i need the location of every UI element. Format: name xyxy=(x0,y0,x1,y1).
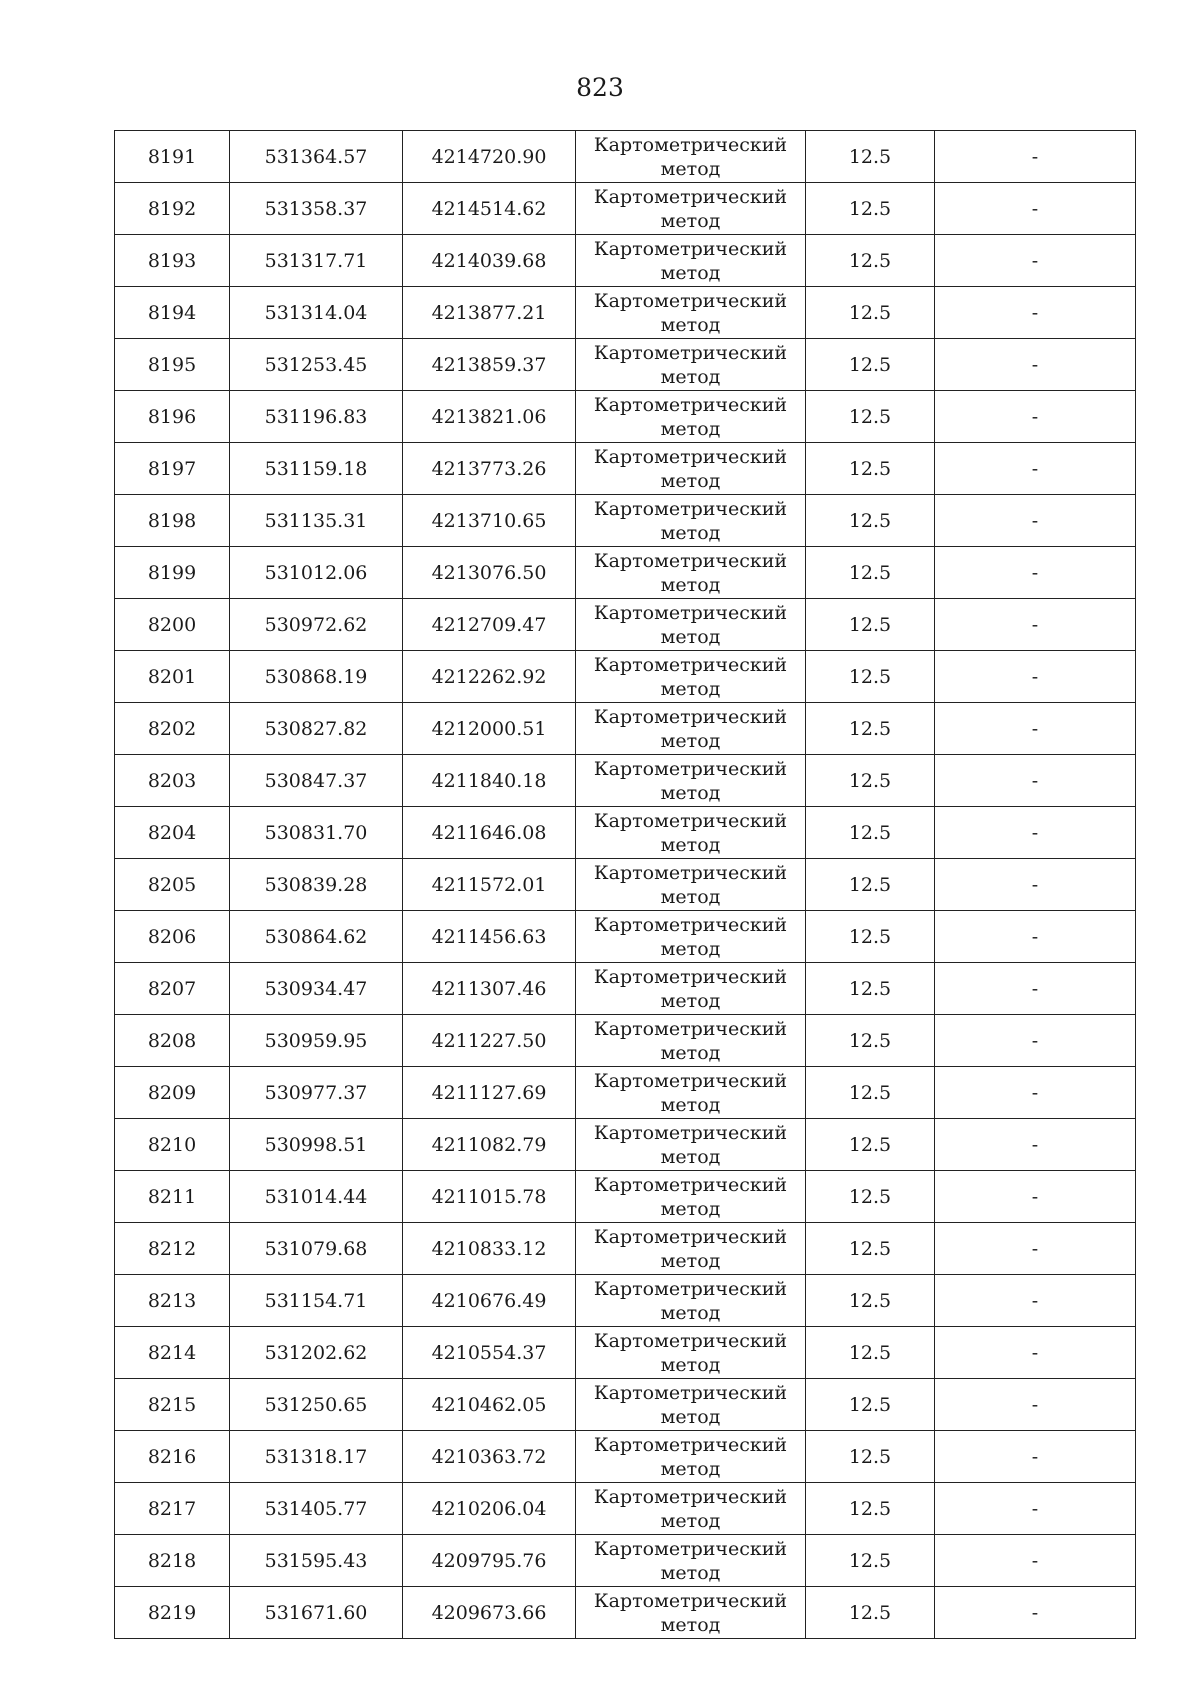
accuracy-cell: 12.5 xyxy=(806,651,935,703)
x-coordinate-cell: 531196.83 xyxy=(230,391,403,443)
method-cell xyxy=(576,1431,806,1483)
note-cell: - xyxy=(935,1223,1136,1275)
method-line-1: Картометрический xyxy=(593,601,788,624)
method-line-2: метод xyxy=(660,1405,721,1428)
method-cell xyxy=(576,1379,806,1431)
table-row xyxy=(115,859,1136,911)
point-number-cell: 8214 xyxy=(115,1327,230,1379)
accuracy-cell: 12.5 xyxy=(806,1067,935,1119)
y-coordinate-cell: 4214720.90 xyxy=(403,131,576,183)
method-cell xyxy=(576,1015,806,1067)
method-line-1: Картометрический xyxy=(593,1121,788,1144)
table-row xyxy=(115,131,1136,183)
method-line-1: Картометрический xyxy=(593,913,788,936)
method-cell xyxy=(576,911,806,963)
table-row xyxy=(115,1327,1136,1379)
method-line-1: Картометрический xyxy=(593,237,788,260)
method-cell xyxy=(576,1067,806,1119)
method-line-1: Картометрический xyxy=(593,1017,788,1040)
note-cell: - xyxy=(935,599,1136,651)
method-cell xyxy=(576,1587,806,1639)
point-number-cell: 8209 xyxy=(115,1067,230,1119)
y-coordinate-cell: 4213773.26 xyxy=(403,443,576,495)
method-cell xyxy=(576,235,806,287)
point-number-cell: 8218 xyxy=(115,1535,230,1587)
method-line-2: метод xyxy=(660,573,721,596)
method-cell xyxy=(576,1119,806,1171)
note-cell: - xyxy=(935,1327,1136,1379)
accuracy-cell: 12.5 xyxy=(806,391,935,443)
method-line-1: Картометрический xyxy=(593,1173,788,1196)
y-coordinate-cell: 4210462.05 xyxy=(403,1379,576,1431)
method-cell xyxy=(576,755,806,807)
note-cell: - xyxy=(935,1067,1136,1119)
accuracy-cell: 12.5 xyxy=(806,1379,935,1431)
y-coordinate-cell: 4211307.46 xyxy=(403,963,576,1015)
method-line-2: метод xyxy=(660,157,721,180)
y-coordinate-cell: 4211227.50 xyxy=(403,1015,576,1067)
method-cell xyxy=(576,443,806,495)
accuracy-cell: 12.5 xyxy=(806,1171,935,1223)
accuracy-cell: 12.5 xyxy=(806,859,935,911)
method-line-1: Картометрический xyxy=(593,497,788,520)
method-line-2: метод xyxy=(660,1613,721,1636)
method-line-2: метод xyxy=(660,989,721,1012)
method-line-2: метод xyxy=(660,677,721,700)
y-coordinate-cell: 4209673.66 xyxy=(403,1587,576,1639)
x-coordinate-cell: 531135.31 xyxy=(230,495,403,547)
x-coordinate-cell: 530864.62 xyxy=(230,911,403,963)
table-row xyxy=(115,339,1136,391)
table-row xyxy=(115,755,1136,807)
method-line-1: Картометрический xyxy=(593,757,788,780)
method-line-2: метод xyxy=(660,417,721,440)
accuracy-cell: 12.5 xyxy=(806,1275,935,1327)
point-number-cell: 8217 xyxy=(115,1483,230,1535)
method-line-2: метод xyxy=(660,1509,721,1532)
table-row xyxy=(115,1431,1136,1483)
x-coordinate-cell: 531405.77 xyxy=(230,1483,403,1535)
accuracy-cell: 12.5 xyxy=(806,1431,935,1483)
method-cell xyxy=(576,339,806,391)
x-coordinate-cell: 530934.47 xyxy=(230,963,403,1015)
method-line-2: метод xyxy=(660,833,721,856)
y-coordinate-cell: 4212262.92 xyxy=(403,651,576,703)
note-cell: - xyxy=(935,131,1136,183)
note-cell: - xyxy=(935,755,1136,807)
point-number-cell: 8192 xyxy=(115,183,230,235)
method-line-1: Картометрический xyxy=(593,1589,788,1612)
note-cell: - xyxy=(935,183,1136,235)
method-line-1: Картометрический xyxy=(593,1485,788,1508)
method-line-1: Картометрический xyxy=(593,1069,788,1092)
y-coordinate-cell: 4213859.37 xyxy=(403,339,576,391)
point-number-cell: 8201 xyxy=(115,651,230,703)
method-cell xyxy=(576,547,806,599)
x-coordinate-cell: 531314.04 xyxy=(230,287,403,339)
note-cell: - xyxy=(935,287,1136,339)
table-row xyxy=(115,183,1136,235)
y-coordinate-cell: 4212000.51 xyxy=(403,703,576,755)
y-coordinate-cell: 4209795.76 xyxy=(403,1535,576,1587)
point-number-cell: 8196 xyxy=(115,391,230,443)
point-number-cell: 8213 xyxy=(115,1275,230,1327)
method-line-2: метод xyxy=(660,937,721,960)
x-coordinate-cell: 531079.68 xyxy=(230,1223,403,1275)
method-line-1: Картометрический xyxy=(593,965,788,988)
method-cell xyxy=(576,703,806,755)
table-row xyxy=(115,651,1136,703)
accuracy-cell: 12.5 xyxy=(806,1223,935,1275)
x-coordinate-cell: 530831.70 xyxy=(230,807,403,859)
table-row xyxy=(115,703,1136,755)
accuracy-cell: 12.5 xyxy=(806,547,935,599)
method-line-2: метод xyxy=(660,261,721,284)
method-line-2: метод xyxy=(660,365,721,388)
point-number-cell: 8191 xyxy=(115,131,230,183)
accuracy-cell: 12.5 xyxy=(806,1483,935,1535)
y-coordinate-cell: 4211840.18 xyxy=(403,755,576,807)
x-coordinate-cell: 530959.95 xyxy=(230,1015,403,1067)
table-row xyxy=(115,1223,1136,1275)
note-cell: - xyxy=(935,859,1136,911)
x-coordinate-cell: 531159.18 xyxy=(230,443,403,495)
note-cell: - xyxy=(935,807,1136,859)
method-cell xyxy=(576,807,806,859)
method-cell xyxy=(576,1535,806,1587)
note-cell: - xyxy=(935,1587,1136,1639)
point-number-cell: 8195 xyxy=(115,339,230,391)
y-coordinate-cell: 4213877.21 xyxy=(403,287,576,339)
method-line-2: метод xyxy=(660,1197,721,1220)
note-cell: - xyxy=(935,1275,1136,1327)
method-line-1: Картометрический xyxy=(593,549,788,572)
x-coordinate-cell: 530972.62 xyxy=(230,599,403,651)
note-cell: - xyxy=(935,339,1136,391)
method-line-2: метод xyxy=(660,1561,721,1584)
method-line-2: метод xyxy=(660,1457,721,1480)
table-row xyxy=(115,1587,1136,1639)
accuracy-cell: 12.5 xyxy=(806,1015,935,1067)
point-number-cell: 8205 xyxy=(115,859,230,911)
table-row xyxy=(115,1015,1136,1067)
y-coordinate-cell: 4210676.49 xyxy=(403,1275,576,1327)
point-number-cell: 8207 xyxy=(115,963,230,1015)
table-row xyxy=(115,1535,1136,1587)
method-line-2: метод xyxy=(660,1145,721,1168)
accuracy-cell: 12.5 xyxy=(806,911,935,963)
y-coordinate-cell: 4210554.37 xyxy=(403,1327,576,1379)
point-number-cell: 8210 xyxy=(115,1119,230,1171)
accuracy-cell: 12.5 xyxy=(806,963,935,1015)
method-cell xyxy=(576,859,806,911)
y-coordinate-cell: 4211082.79 xyxy=(403,1119,576,1171)
x-coordinate-cell: 531595.43 xyxy=(230,1535,403,1587)
method-cell xyxy=(576,1483,806,1535)
method-line-2: метод xyxy=(660,625,721,648)
point-number-cell: 8200 xyxy=(115,599,230,651)
method-cell xyxy=(576,963,806,1015)
note-cell: - xyxy=(935,235,1136,287)
accuracy-cell: 12.5 xyxy=(806,443,935,495)
note-cell: - xyxy=(935,547,1136,599)
method-line-1: Картометрический xyxy=(593,341,788,364)
method-cell xyxy=(576,391,806,443)
y-coordinate-cell: 4213821.06 xyxy=(403,391,576,443)
accuracy-cell: 12.5 xyxy=(806,1587,935,1639)
accuracy-cell: 12.5 xyxy=(806,807,935,859)
note-cell: - xyxy=(935,495,1136,547)
x-coordinate-cell: 531671.60 xyxy=(230,1587,403,1639)
x-coordinate-cell: 531250.65 xyxy=(230,1379,403,1431)
point-number-cell: 8197 xyxy=(115,443,230,495)
point-number-cell: 8206 xyxy=(115,911,230,963)
x-coordinate-cell: 531358.37 xyxy=(230,183,403,235)
y-coordinate-cell: 4214514.62 xyxy=(403,183,576,235)
accuracy-cell: 12.5 xyxy=(806,235,935,287)
method-line-1: Картометрический xyxy=(593,1225,788,1248)
y-coordinate-cell: 4211127.69 xyxy=(403,1067,576,1119)
point-number-cell: 8216 xyxy=(115,1431,230,1483)
y-coordinate-cell: 4210206.04 xyxy=(403,1483,576,1535)
table-row xyxy=(115,495,1136,547)
note-cell: - xyxy=(935,963,1136,1015)
accuracy-cell: 12.5 xyxy=(806,1119,935,1171)
method-line-1: Картометрический xyxy=(593,653,788,676)
accuracy-cell: 12.5 xyxy=(806,1327,935,1379)
table-row xyxy=(115,547,1136,599)
method-cell xyxy=(576,131,806,183)
note-cell: - xyxy=(935,1431,1136,1483)
point-number-cell: 8208 xyxy=(115,1015,230,1067)
x-coordinate-cell: 531014.44 xyxy=(230,1171,403,1223)
method-line-2: метод xyxy=(660,1249,721,1272)
table-row xyxy=(115,1275,1136,1327)
point-number-cell: 8194 xyxy=(115,287,230,339)
method-cell xyxy=(576,1223,806,1275)
y-coordinate-cell: 4210833.12 xyxy=(403,1223,576,1275)
method-line-2: метод xyxy=(660,1041,721,1064)
table-row xyxy=(115,235,1136,287)
method-line-1: Картометрический xyxy=(593,1537,788,1560)
y-coordinate-cell: 4213076.50 xyxy=(403,547,576,599)
method-line-2: метод xyxy=(660,1093,721,1116)
method-line-2: метод xyxy=(660,885,721,908)
coordinates-table xyxy=(114,130,1136,1639)
y-coordinate-cell: 4210363.72 xyxy=(403,1431,576,1483)
method-cell xyxy=(576,1171,806,1223)
method-line-1: Картометрический xyxy=(593,289,788,312)
x-coordinate-cell: 530977.37 xyxy=(230,1067,403,1119)
method-cell xyxy=(576,651,806,703)
accuracy-cell: 12.5 xyxy=(806,599,935,651)
note-cell: - xyxy=(935,1171,1136,1223)
y-coordinate-cell: 4211456.63 xyxy=(403,911,576,963)
accuracy-cell: 12.5 xyxy=(806,495,935,547)
table-row xyxy=(115,1119,1136,1171)
note-cell: - xyxy=(935,1119,1136,1171)
method-line-1: Картометрический xyxy=(593,861,788,884)
table-row xyxy=(115,287,1136,339)
method-line-1: Картометрический xyxy=(593,1277,788,1300)
note-cell: - xyxy=(935,391,1136,443)
method-line-1: Картометрический xyxy=(593,445,788,468)
note-cell: - xyxy=(935,911,1136,963)
table-row xyxy=(115,807,1136,859)
x-coordinate-cell: 531253.45 xyxy=(230,339,403,391)
x-coordinate-cell: 531202.62 xyxy=(230,1327,403,1379)
table-row xyxy=(115,963,1136,1015)
x-coordinate-cell: 530839.28 xyxy=(230,859,403,911)
method-cell xyxy=(576,495,806,547)
accuracy-cell: 12.5 xyxy=(806,1535,935,1587)
method-line-1: Картометрический xyxy=(593,1381,788,1404)
method-line-2: метод xyxy=(660,469,721,492)
y-coordinate-cell: 4211015.78 xyxy=(403,1171,576,1223)
table-row xyxy=(115,1067,1136,1119)
point-number-cell: 8219 xyxy=(115,1587,230,1639)
method-cell xyxy=(576,287,806,339)
method-line-2: метод xyxy=(660,209,721,232)
method-line-2: метод xyxy=(660,729,721,752)
y-coordinate-cell: 4214039.68 xyxy=(403,235,576,287)
method-cell xyxy=(576,183,806,235)
x-coordinate-cell: 531318.17 xyxy=(230,1431,403,1483)
table-body xyxy=(115,131,1136,1639)
x-coordinate-cell: 531012.06 xyxy=(230,547,403,599)
method-line-1: Картометрический xyxy=(593,133,788,156)
y-coordinate-cell: 4212709.47 xyxy=(403,599,576,651)
x-coordinate-cell: 530998.51 xyxy=(230,1119,403,1171)
table-row xyxy=(115,599,1136,651)
table-row xyxy=(115,1483,1136,1535)
method-line-2: метод xyxy=(660,1353,721,1376)
point-number-cell: 8198 xyxy=(115,495,230,547)
method-line-1: Картометрический xyxy=(593,393,788,416)
method-line-2: метод xyxy=(660,781,721,804)
point-number-cell: 8212 xyxy=(115,1223,230,1275)
point-number-cell: 8211 xyxy=(115,1171,230,1223)
table-row xyxy=(115,911,1136,963)
accuracy-cell: 12.5 xyxy=(806,755,935,807)
note-cell: - xyxy=(935,1483,1136,1535)
method-line-2: метод xyxy=(660,1301,721,1324)
method-line-2: метод xyxy=(660,521,721,544)
point-number-cell: 8215 xyxy=(115,1379,230,1431)
note-cell: - xyxy=(935,703,1136,755)
point-number-cell: 8203 xyxy=(115,755,230,807)
method-cell xyxy=(576,1275,806,1327)
y-coordinate-cell: 4213710.65 xyxy=(403,495,576,547)
note-cell: - xyxy=(935,1015,1136,1067)
accuracy-cell: 12.5 xyxy=(806,287,935,339)
note-cell: - xyxy=(935,443,1136,495)
accuracy-cell: 12.5 xyxy=(806,131,935,183)
method-line-1: Картометрический xyxy=(593,185,788,208)
method-line-1: Картометрический xyxy=(593,1433,788,1456)
method-line-1: Картометрический xyxy=(593,705,788,728)
y-coordinate-cell: 4211572.01 xyxy=(403,859,576,911)
x-coordinate-cell: 531364.57 xyxy=(230,131,403,183)
table-row xyxy=(115,1171,1136,1223)
x-coordinate-cell: 530827.82 xyxy=(230,703,403,755)
x-coordinate-cell: 530868.19 xyxy=(230,651,403,703)
point-number-cell: 8202 xyxy=(115,703,230,755)
table-row xyxy=(115,1379,1136,1431)
point-number-cell: 8199 xyxy=(115,547,230,599)
accuracy-cell: 12.5 xyxy=(806,183,935,235)
table-row xyxy=(115,443,1136,495)
point-number-cell: 8204 xyxy=(115,807,230,859)
note-cell: - xyxy=(935,651,1136,703)
note-cell: - xyxy=(935,1535,1136,1587)
x-coordinate-cell: 530847.37 xyxy=(230,755,403,807)
method-cell xyxy=(576,599,806,651)
point-number-cell: 8193 xyxy=(115,235,230,287)
method-line-1: Картометрический xyxy=(593,1329,788,1352)
x-coordinate-cell: 531317.71 xyxy=(230,235,403,287)
x-coordinate-cell: 531154.71 xyxy=(230,1275,403,1327)
page-number: 823 xyxy=(576,73,624,102)
accuracy-cell: 12.5 xyxy=(806,339,935,391)
accuracy-cell: 12.5 xyxy=(806,703,935,755)
method-line-2: метод xyxy=(660,313,721,336)
note-cell: - xyxy=(935,1379,1136,1431)
method-cell xyxy=(576,1327,806,1379)
method-line-1: Картометрический xyxy=(593,809,788,832)
y-coordinate-cell: 4211646.08 xyxy=(403,807,576,859)
table-row xyxy=(115,391,1136,443)
